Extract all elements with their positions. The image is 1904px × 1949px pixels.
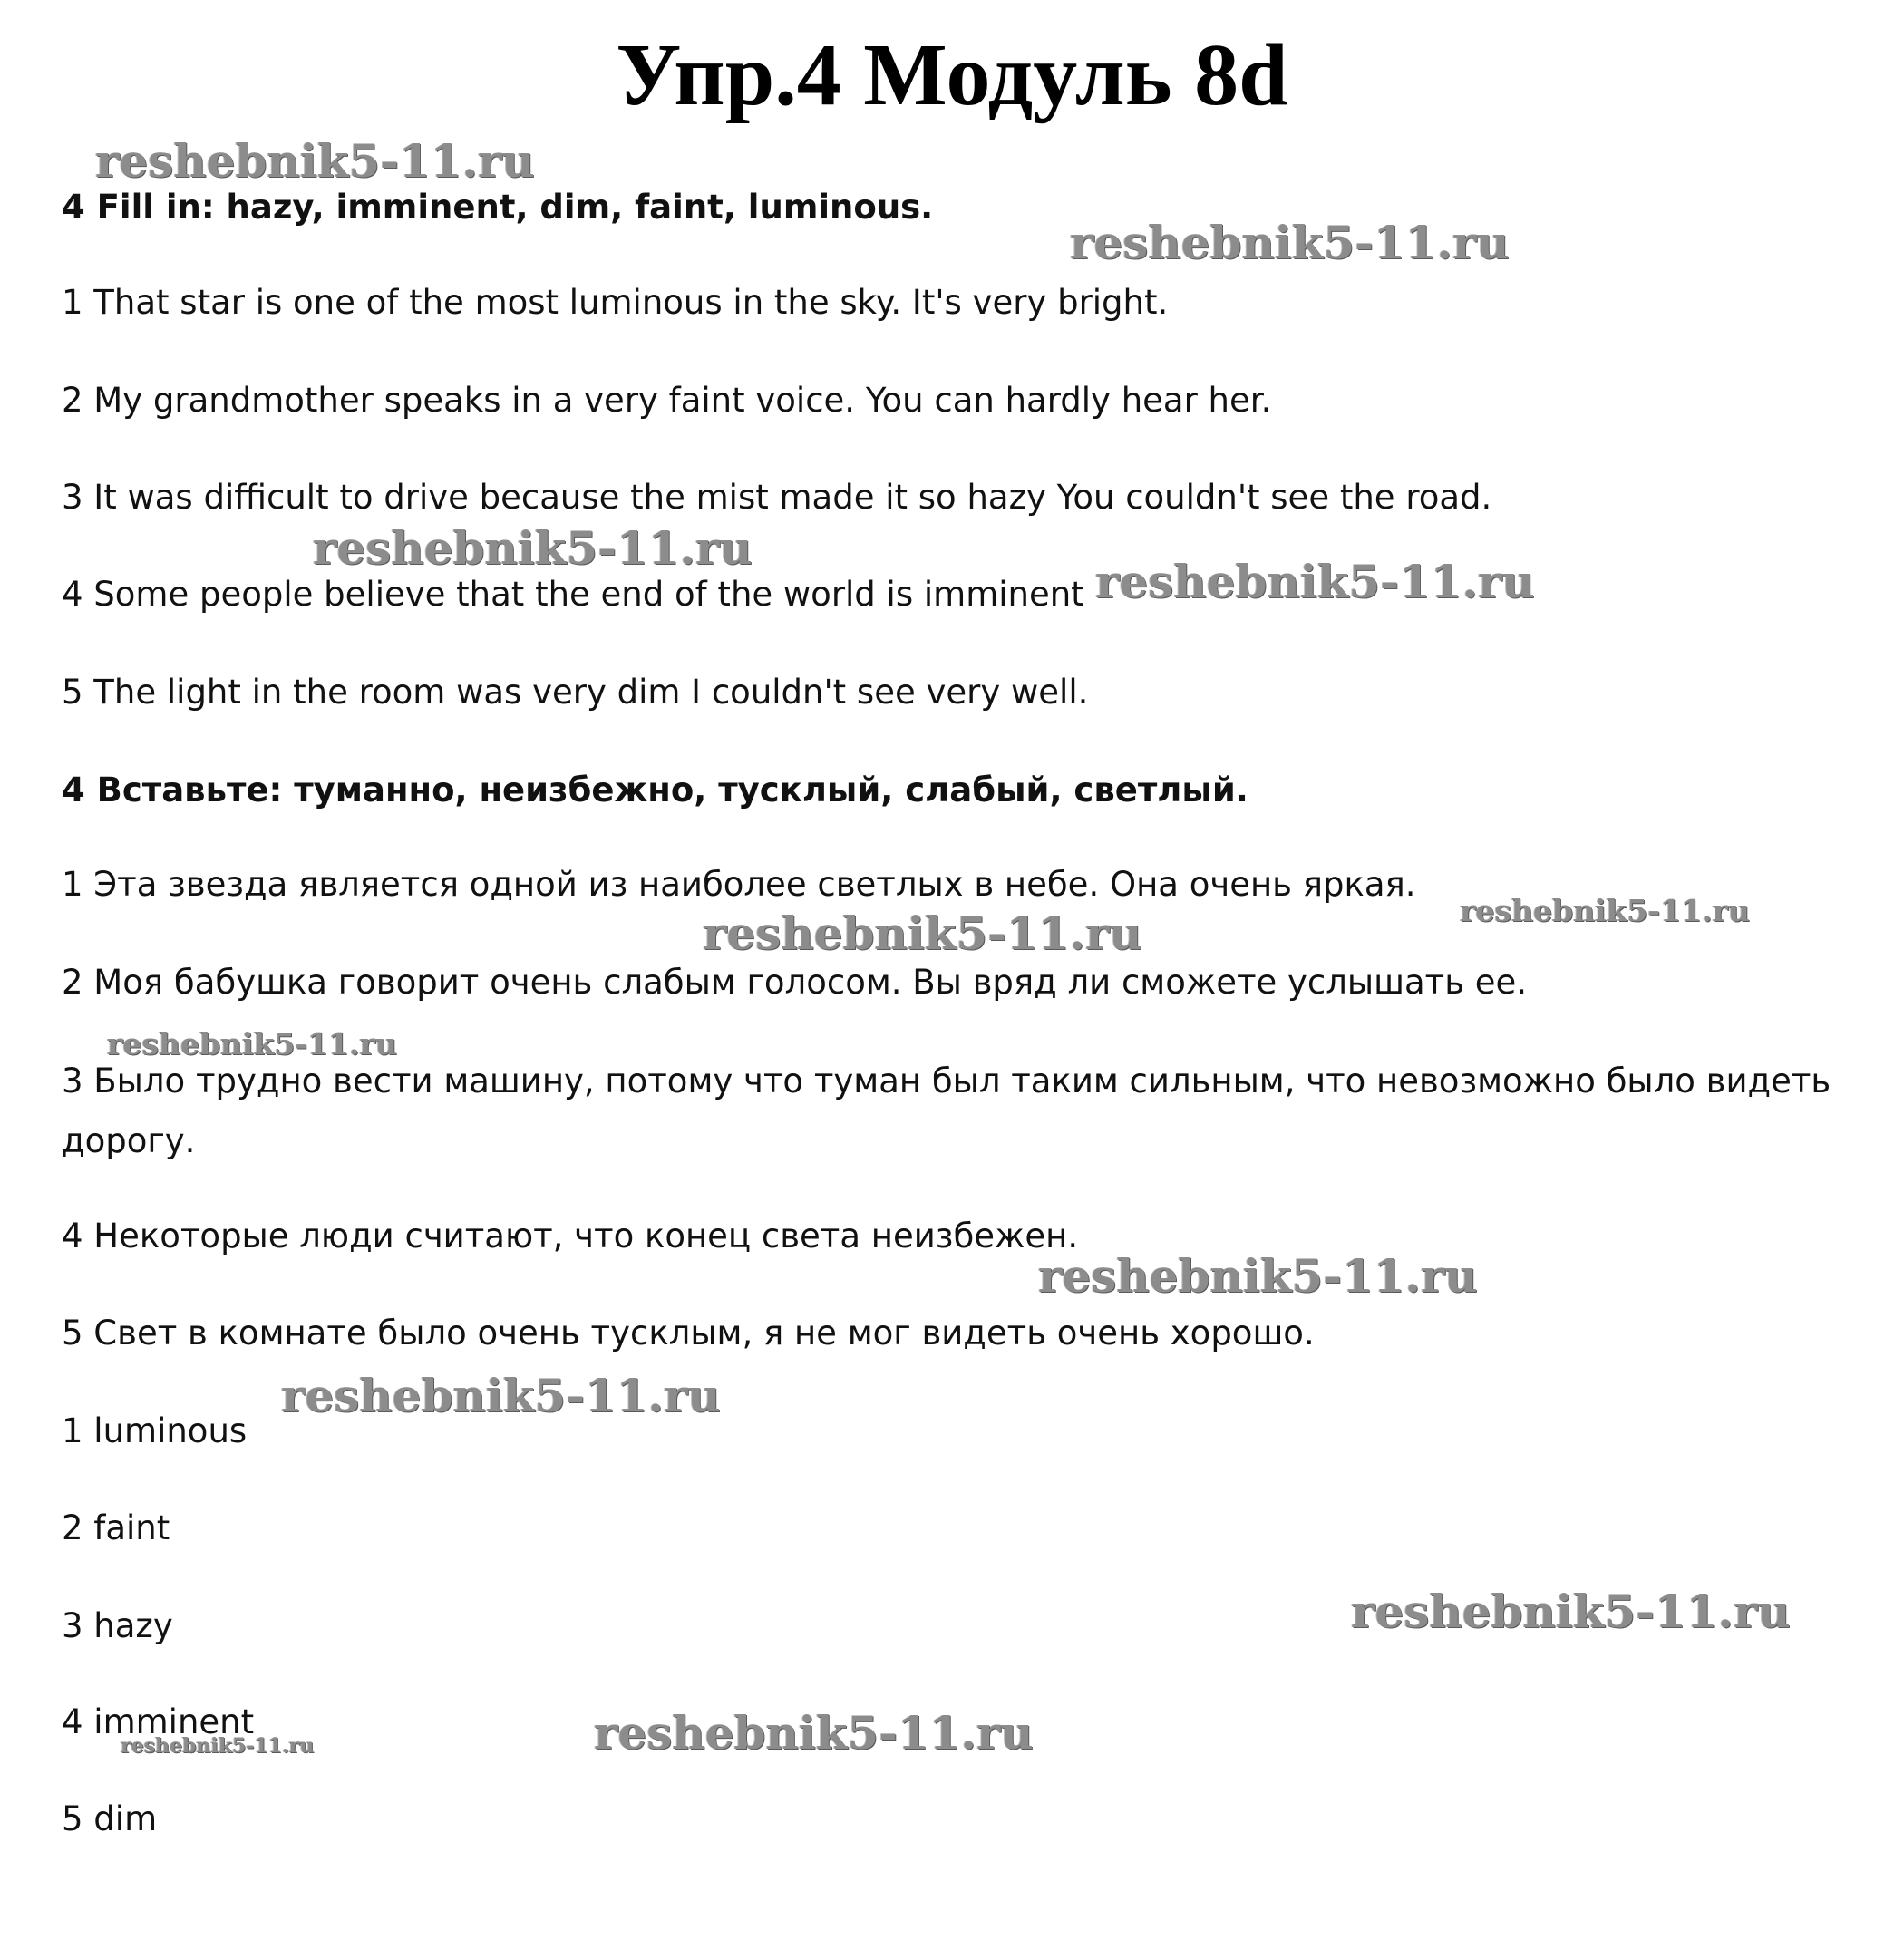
english-sentence-3: 3 It was difficult to drive because the mist made it so hazy You couldn't see the road. [62,478,1492,517]
english-sentence-2: 2 My grandmother speaks in a very faint voice. You can hardly hear her. [62,381,1272,420]
english-sentence-4: 4 Some people believe that the end of the world is imminent [62,575,1084,614]
watermark: reshebnik5-11.ru [594,1706,1034,1760]
answer-2: 2 faint [62,1508,170,1547]
watermark: reshebnik5-11.ru [281,1369,721,1422]
answer-1: 1 luminous [62,1411,248,1450]
russian-sentence-1: 1 Эта звезда является одной из наиболее светлых в небе. Она очень яркая. [62,865,1416,904]
watermark: reshebnik5-11.ru [313,521,753,575]
answer-3: 3 hazy [62,1606,173,1645]
page-title: Упр.4 Модуль 8d [616,26,1288,124]
watermark: reshebnik5-11.ru [1095,555,1535,608]
russian-sentence-2: 2 Моя бабушка говорит очень слабым голосом. Вы вряд ли сможете услышать ее. [62,963,1528,1002]
watermark: reshebnik5-11.ru [1351,1585,1791,1638]
answer-5: 5 dim [62,1799,158,1838]
watermark: reshebnik5-11.ru [95,134,535,188]
watermark: reshebnik5-11.ru [703,907,1142,960]
watermark: reshebnik5-11.ru [1070,216,1510,269]
watermark: reshebnik5-11.ru [121,1734,315,1758]
russian-heading: 4 Вставьте: туманно, неизбежно, тусклый, слабый, светлый. [62,771,1248,810]
watermark: reshebnik5-11.ru [107,1026,397,1062]
russian-sentence-5: 5 Свет в комнате было очень тусклым, я не мог видеть очень хорошо. [62,1314,1315,1353]
english-heading: 4 Fill in: hazy, imminent, dim, faint, luminous. [62,188,934,227]
watermark: reshebnik5-11.ru [1460,893,1750,928]
answer-4: 4 imminent [62,1702,255,1741]
russian-sentence-3: 3 Было трудно вести машину, потому что туман был таким сильным, что невозможно было видеть дорогу. [62,1062,1831,1160]
english-sentence-1: 1 That star is one of the most luminous in the sky. It's very bright. [62,283,1169,322]
russian-sentence-4: 4 Некоторые люди считают, что конец света неизбежен. [62,1217,1079,1256]
english-sentence-5: 5 The light in the room was very dim I couldn't see very well. [62,673,1089,712]
watermark: reshebnik5-11.ru [1038,1249,1478,1303]
